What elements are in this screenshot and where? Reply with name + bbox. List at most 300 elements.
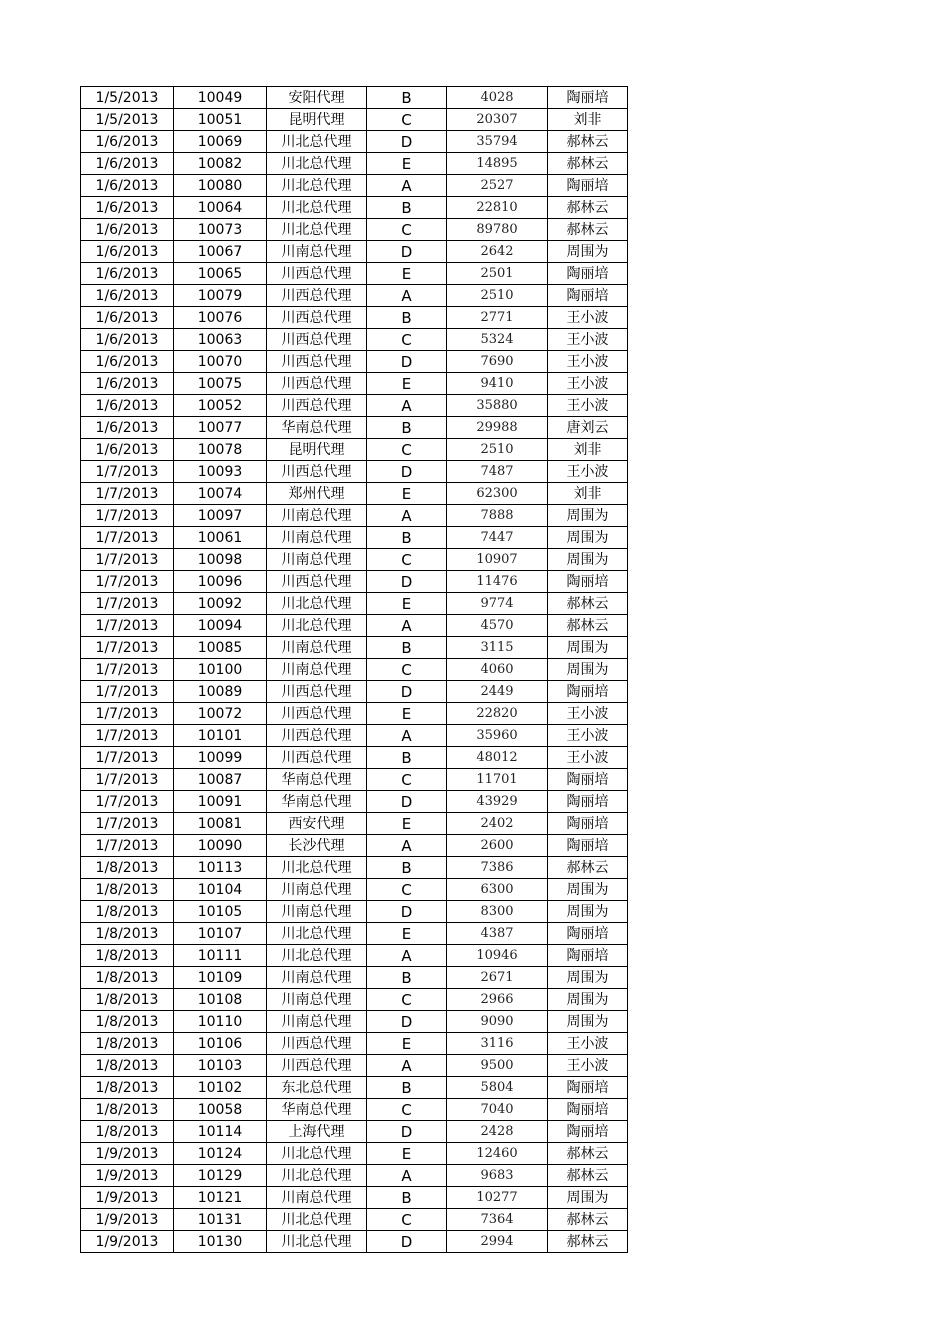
amount-cell: 43929 <box>447 791 548 813</box>
order-id-cell: 10108 <box>174 989 267 1011</box>
order-id-cell: 10061 <box>174 527 267 549</box>
date-cell: 1/6/2013 <box>81 241 174 263</box>
order-id-cell: 10094 <box>174 615 267 637</box>
date-cell: 1/6/2013 <box>81 285 174 307</box>
date-cell: 1/7/2013 <box>81 571 174 593</box>
table-row <box>81 835 628 857</box>
agent-cell: 川北总代理 <box>267 131 367 153</box>
amount-cell: 5324 <box>447 329 548 351</box>
amount-cell: 8300 <box>447 901 548 923</box>
agent-cell: 川南总代理 <box>267 527 367 549</box>
agent-cell: 川西总代理 <box>267 351 367 373</box>
table-row <box>81 373 628 395</box>
table-row <box>81 1209 628 1231</box>
agent-cell: 川西总代理 <box>267 747 367 769</box>
table-row <box>81 681 628 703</box>
agent-cell: 川北总代理 <box>267 1231 367 1253</box>
agent-cell: 川北总代理 <box>267 857 367 879</box>
table-row <box>81 857 628 879</box>
amount-cell: 2428 <box>447 1121 548 1143</box>
table-row <box>81 769 628 791</box>
table-row <box>81 659 628 681</box>
amount-cell: 35794 <box>447 131 548 153</box>
table-row <box>81 1033 628 1055</box>
date-cell: 1/9/2013 <box>81 1165 174 1187</box>
date-cell: 1/8/2013 <box>81 1011 174 1033</box>
agent-cell: 川南总代理 <box>267 505 367 527</box>
order-id-cell: 10129 <box>174 1165 267 1187</box>
agent-cell: 川西总代理 <box>267 571 367 593</box>
date-cell: 1/8/2013 <box>81 901 174 923</box>
order-id-cell: 10069 <box>174 131 267 153</box>
table-row <box>81 1165 628 1187</box>
grade-cell: E <box>367 923 447 945</box>
salesperson-cell: 王小波 <box>548 351 628 373</box>
order-id-cell: 10065 <box>174 263 267 285</box>
amount-cell: 7690 <box>447 351 548 373</box>
table-row <box>81 703 628 725</box>
agent-cell: 安阳代理 <box>267 87 367 109</box>
date-cell: 1/7/2013 <box>81 725 174 747</box>
grade-cell: C <box>367 439 447 461</box>
table-row <box>81 967 628 989</box>
grade-cell: D <box>367 901 447 923</box>
amount-cell: 2402 <box>447 813 548 835</box>
order-id-cell: 10089 <box>174 681 267 703</box>
amount-cell: 89780 <box>447 219 548 241</box>
salesperson-cell: 郝林云 <box>548 1165 628 1187</box>
agent-cell: 华南总代理 <box>267 417 367 439</box>
date-cell: 1/8/2013 <box>81 967 174 989</box>
agent-cell: 郑州代理 <box>267 483 367 505</box>
amount-cell: 9774 <box>447 593 548 615</box>
salesperson-cell: 郝林云 <box>548 593 628 615</box>
order-id-cell: 10078 <box>174 439 267 461</box>
grade-cell: B <box>367 857 447 879</box>
order-id-cell: 10098 <box>174 549 267 571</box>
table-row <box>81 879 628 901</box>
order-id-cell: 10085 <box>174 637 267 659</box>
table-row <box>81 417 628 439</box>
salesperson-cell: 王小波 <box>548 373 628 395</box>
agent-cell: 东北总代理 <box>267 1077 367 1099</box>
salesperson-cell: 陶丽培 <box>548 835 628 857</box>
order-id-cell: 10073 <box>174 219 267 241</box>
grade-cell: C <box>367 769 447 791</box>
agent-cell: 长沙代理 <box>267 835 367 857</box>
salesperson-cell: 陶丽培 <box>548 1077 628 1099</box>
amount-cell: 7447 <box>447 527 548 549</box>
grade-cell: A <box>367 725 447 747</box>
agent-cell: 川南总代理 <box>267 989 367 1011</box>
salesperson-cell: 王小波 <box>548 703 628 725</box>
agent-cell: 川北总代理 <box>267 945 367 967</box>
order-id-cell: 10091 <box>174 791 267 813</box>
agent-cell: 昆明代理 <box>267 439 367 461</box>
order-id-cell: 10105 <box>174 901 267 923</box>
amount-cell: 9683 <box>447 1165 548 1187</box>
grade-cell: E <box>367 593 447 615</box>
salesperson-cell: 郝林云 <box>548 197 628 219</box>
salesperson-cell: 王小波 <box>548 725 628 747</box>
salesperson-cell: 陶丽培 <box>548 263 628 285</box>
agent-cell: 川南总代理 <box>267 901 367 923</box>
order-id-cell: 10106 <box>174 1033 267 1055</box>
date-cell: 1/8/2013 <box>81 1077 174 1099</box>
amount-cell: 4028 <box>447 87 548 109</box>
salesperson-cell: 陶丽培 <box>548 175 628 197</box>
date-cell: 1/5/2013 <box>81 109 174 131</box>
grade-cell: B <box>367 307 447 329</box>
grade-cell: A <box>367 175 447 197</box>
salesperson-cell: 周围为 <box>548 637 628 659</box>
order-id-cell: 10102 <box>174 1077 267 1099</box>
amount-cell: 6300 <box>447 879 548 901</box>
table-row <box>81 1231 628 1253</box>
order-table <box>80 86 628 1253</box>
salesperson-cell: 陶丽培 <box>548 945 628 967</box>
agent-cell: 川西总代理 <box>267 373 367 395</box>
salesperson-cell: 刘非 <box>548 439 628 461</box>
date-cell: 1/6/2013 <box>81 395 174 417</box>
amount-cell: 22820 <box>447 703 548 725</box>
table-row <box>81 813 628 835</box>
agent-cell: 川西总代理 <box>267 285 367 307</box>
amount-cell: 4387 <box>447 923 548 945</box>
order-id-cell: 10067 <box>174 241 267 263</box>
table-row <box>81 109 628 131</box>
agent-cell: 川南总代理 <box>267 967 367 989</box>
grade-cell: B <box>367 1187 447 1209</box>
agent-cell: 川西总代理 <box>267 703 367 725</box>
order-id-cell: 10124 <box>174 1143 267 1165</box>
order-id-cell: 10082 <box>174 153 267 175</box>
agent-cell: 川北总代理 <box>267 1209 367 1231</box>
table-row <box>81 219 628 241</box>
amount-cell: 2449 <box>447 681 548 703</box>
table-row <box>81 439 628 461</box>
table-row <box>81 945 628 967</box>
grade-cell: E <box>367 1143 447 1165</box>
grade-cell: D <box>367 1231 447 1253</box>
table-row <box>81 725 628 747</box>
salesperson-cell: 周围为 <box>548 1011 628 1033</box>
amount-cell: 2994 <box>447 1231 548 1253</box>
grade-cell: A <box>367 1055 447 1077</box>
agent-cell: 川南总代理 <box>267 241 367 263</box>
grade-cell: E <box>367 373 447 395</box>
order-id-cell: 10100 <box>174 659 267 681</box>
date-cell: 1/8/2013 <box>81 1033 174 1055</box>
salesperson-cell: 周围为 <box>548 505 628 527</box>
date-cell: 1/7/2013 <box>81 681 174 703</box>
grade-cell: C <box>367 1099 447 1121</box>
date-cell: 1/9/2013 <box>81 1143 174 1165</box>
amount-cell: 7888 <box>447 505 548 527</box>
date-cell: 1/7/2013 <box>81 505 174 527</box>
salesperson-cell: 周围为 <box>548 879 628 901</box>
grade-cell: D <box>367 351 447 373</box>
salesperson-cell: 王小波 <box>548 329 628 351</box>
agent-cell: 川北总代理 <box>267 593 367 615</box>
amount-cell: 4060 <box>447 659 548 681</box>
salesperson-cell: 陶丽培 <box>548 769 628 791</box>
amount-cell: 62300 <box>447 483 548 505</box>
date-cell: 1/7/2013 <box>81 527 174 549</box>
grade-cell: B <box>367 1077 447 1099</box>
salesperson-cell: 陶丽培 <box>548 1121 628 1143</box>
grade-cell: D <box>367 1011 447 1033</box>
table-row <box>81 395 628 417</box>
agent-cell: 川西总代理 <box>267 395 367 417</box>
salesperson-cell: 周围为 <box>548 549 628 571</box>
salesperson-cell: 郝林云 <box>548 857 628 879</box>
table-row <box>81 1011 628 1033</box>
agent-cell: 华南总代理 <box>267 1099 367 1121</box>
date-cell: 1/8/2013 <box>81 1055 174 1077</box>
table-row <box>81 1187 628 1209</box>
table-row <box>81 615 628 637</box>
agent-cell: 川南总代理 <box>267 549 367 571</box>
date-cell: 1/7/2013 <box>81 835 174 857</box>
agent-cell: 川南总代理 <box>267 1011 367 1033</box>
order-id-cell: 10064 <box>174 197 267 219</box>
grade-cell: D <box>367 1121 447 1143</box>
agent-cell: 川西总代理 <box>267 461 367 483</box>
order-id-cell: 10097 <box>174 505 267 527</box>
amount-cell: 22810 <box>447 197 548 219</box>
grade-cell: D <box>367 681 447 703</box>
amount-cell: 2671 <box>447 967 548 989</box>
order-id-cell: 10099 <box>174 747 267 769</box>
agent-cell: 昆明代理 <box>267 109 367 131</box>
grade-cell: C <box>367 109 447 131</box>
amount-cell: 3115 <box>447 637 548 659</box>
order-id-cell: 10107 <box>174 923 267 945</box>
order-id-cell: 10049 <box>174 87 267 109</box>
date-cell: 1/7/2013 <box>81 769 174 791</box>
table-row <box>81 571 628 593</box>
table-row <box>81 1143 628 1165</box>
date-cell: 1/8/2013 <box>81 989 174 1011</box>
order-id-cell: 10114 <box>174 1121 267 1143</box>
date-cell: 1/6/2013 <box>81 153 174 175</box>
date-cell: 1/6/2013 <box>81 439 174 461</box>
table-row <box>81 175 628 197</box>
order-id-cell: 10093 <box>174 461 267 483</box>
date-cell: 1/7/2013 <box>81 659 174 681</box>
date-cell: 1/7/2013 <box>81 747 174 769</box>
grade-cell: A <box>367 1165 447 1187</box>
order-id-cell: 10113 <box>174 857 267 879</box>
amount-cell: 12460 <box>447 1143 548 1165</box>
salesperson-cell: 周围为 <box>548 241 628 263</box>
table-row <box>81 329 628 351</box>
order-id-cell: 10063 <box>174 329 267 351</box>
salesperson-cell: 周围为 <box>548 527 628 549</box>
amount-cell: 9410 <box>447 373 548 395</box>
amount-cell: 3116 <box>447 1033 548 1055</box>
salesperson-cell: 周围为 <box>548 989 628 1011</box>
agent-cell: 川南总代理 <box>267 1187 367 1209</box>
grade-cell: C <box>367 549 447 571</box>
grade-cell: B <box>367 417 447 439</box>
agent-cell: 川北总代理 <box>267 219 367 241</box>
table-row <box>81 923 628 945</box>
salesperson-cell: 郝林云 <box>548 1143 628 1165</box>
grade-cell: A <box>367 945 447 967</box>
grade-cell: E <box>367 483 447 505</box>
amount-cell: 29988 <box>447 417 548 439</box>
order-id-cell: 10051 <box>174 109 267 131</box>
table-row <box>81 747 628 769</box>
date-cell: 1/6/2013 <box>81 329 174 351</box>
date-cell: 1/9/2013 <box>81 1209 174 1231</box>
agent-cell: 川西总代理 <box>267 307 367 329</box>
grade-cell: E <box>367 263 447 285</box>
salesperson-cell: 王小波 <box>548 461 628 483</box>
date-cell: 1/7/2013 <box>81 637 174 659</box>
table-row <box>81 131 628 153</box>
table-row <box>81 901 628 923</box>
grade-cell: B <box>367 967 447 989</box>
amount-cell: 2510 <box>447 285 548 307</box>
grade-cell: E <box>367 703 447 725</box>
order-id-cell: 10052 <box>174 395 267 417</box>
order-id-cell: 10075 <box>174 373 267 395</box>
amount-cell: 7364 <box>447 1209 548 1231</box>
grade-cell: E <box>367 153 447 175</box>
date-cell: 1/7/2013 <box>81 483 174 505</box>
table-row <box>81 505 628 527</box>
order-id-cell: 10081 <box>174 813 267 835</box>
agent-cell: 川西总代理 <box>267 725 367 747</box>
salesperson-cell: 周围为 <box>548 901 628 923</box>
date-cell: 1/7/2013 <box>81 813 174 835</box>
amount-cell: 35960 <box>447 725 548 747</box>
amount-cell: 9500 <box>447 1055 548 1077</box>
salesperson-cell: 王小波 <box>548 1055 628 1077</box>
salesperson-cell: 王小波 <box>548 1033 628 1055</box>
order-id-cell: 10074 <box>174 483 267 505</box>
grade-cell: A <box>367 615 447 637</box>
agent-cell: 川北总代理 <box>267 175 367 197</box>
salesperson-cell: 周围为 <box>548 967 628 989</box>
agent-cell: 华南总代理 <box>267 769 367 791</box>
grade-cell: C <box>367 219 447 241</box>
salesperson-cell: 周围为 <box>548 659 628 681</box>
order-id-cell: 10110 <box>174 1011 267 1033</box>
amount-cell: 9090 <box>447 1011 548 1033</box>
amount-cell: 7386 <box>447 857 548 879</box>
grade-cell: D <box>367 241 447 263</box>
grade-cell: D <box>367 131 447 153</box>
order-id-cell: 10104 <box>174 879 267 901</box>
date-cell: 1/8/2013 <box>81 879 174 901</box>
agent-cell: 川南总代理 <box>267 637 367 659</box>
order-id-cell: 10130 <box>174 1231 267 1253</box>
salesperson-cell: 陶丽培 <box>548 87 628 109</box>
order-id-cell: 10101 <box>174 725 267 747</box>
order-id-cell: 10058 <box>174 1099 267 1121</box>
salesperson-cell: 周围为 <box>548 1187 628 1209</box>
grade-cell: A <box>367 835 447 857</box>
agent-cell: 川北总代理 <box>267 1143 367 1165</box>
date-cell: 1/9/2013 <box>81 1187 174 1209</box>
table-row <box>81 351 628 373</box>
grade-cell: B <box>367 747 447 769</box>
table-row <box>81 1099 628 1121</box>
amount-cell: 2510 <box>447 439 548 461</box>
grade-cell: A <box>367 505 447 527</box>
amount-cell: 2600 <box>447 835 548 857</box>
amount-cell: 11701 <box>447 769 548 791</box>
table-row <box>81 1121 628 1143</box>
amount-cell: 10946 <box>447 945 548 967</box>
grade-cell: D <box>367 571 447 593</box>
agent-cell: 川南总代理 <box>267 659 367 681</box>
amount-cell: 14895 <box>447 153 548 175</box>
order-id-cell: 10072 <box>174 703 267 725</box>
salesperson-cell: 郝林云 <box>548 615 628 637</box>
order-id-cell: 10111 <box>174 945 267 967</box>
salesperson-cell: 郝林云 <box>548 219 628 241</box>
grade-cell: C <box>367 659 447 681</box>
date-cell: 1/5/2013 <box>81 87 174 109</box>
salesperson-cell: 郝林云 <box>548 153 628 175</box>
amount-cell: 48012 <box>447 747 548 769</box>
order-id-cell: 10109 <box>174 967 267 989</box>
table-row <box>81 1055 628 1077</box>
salesperson-cell: 陶丽培 <box>548 923 628 945</box>
grade-cell: B <box>367 637 447 659</box>
agent-cell: 川南总代理 <box>267 879 367 901</box>
amount-cell: 20307 <box>447 109 548 131</box>
table-row <box>81 549 628 571</box>
order-id-cell: 10103 <box>174 1055 267 1077</box>
grade-cell: C <box>367 329 447 351</box>
salesperson-cell: 郝林云 <box>548 1209 628 1231</box>
date-cell: 1/7/2013 <box>81 703 174 725</box>
table-row <box>81 87 628 109</box>
order-id-cell: 10080 <box>174 175 267 197</box>
amount-cell: 7040 <box>447 1099 548 1121</box>
amount-cell: 35880 <box>447 395 548 417</box>
agent-cell: 川西总代理 <box>267 1055 367 1077</box>
salesperson-cell: 陶丽培 <box>548 571 628 593</box>
salesperson-cell: 刘非 <box>548 483 628 505</box>
salesperson-cell: 郝林云 <box>548 131 628 153</box>
amount-cell: 7487 <box>447 461 548 483</box>
order-id-cell: 10096 <box>174 571 267 593</box>
order-id-cell: 10087 <box>174 769 267 791</box>
grade-cell: B <box>367 87 447 109</box>
amount-cell: 2642 <box>447 241 548 263</box>
table-row <box>81 307 628 329</box>
salesperson-cell: 王小波 <box>548 395 628 417</box>
grade-cell: E <box>367 813 447 835</box>
salesperson-cell: 陶丽培 <box>548 791 628 813</box>
table-row <box>81 637 628 659</box>
grade-cell: D <box>367 461 447 483</box>
date-cell: 1/6/2013 <box>81 417 174 439</box>
grade-cell: A <box>367 285 447 307</box>
table-row <box>81 285 628 307</box>
date-cell: 1/9/2013 <box>81 1231 174 1253</box>
date-cell: 1/6/2013 <box>81 219 174 241</box>
agent-cell: 川北总代理 <box>267 197 367 219</box>
salesperson-cell: 郝林云 <box>548 1231 628 1253</box>
